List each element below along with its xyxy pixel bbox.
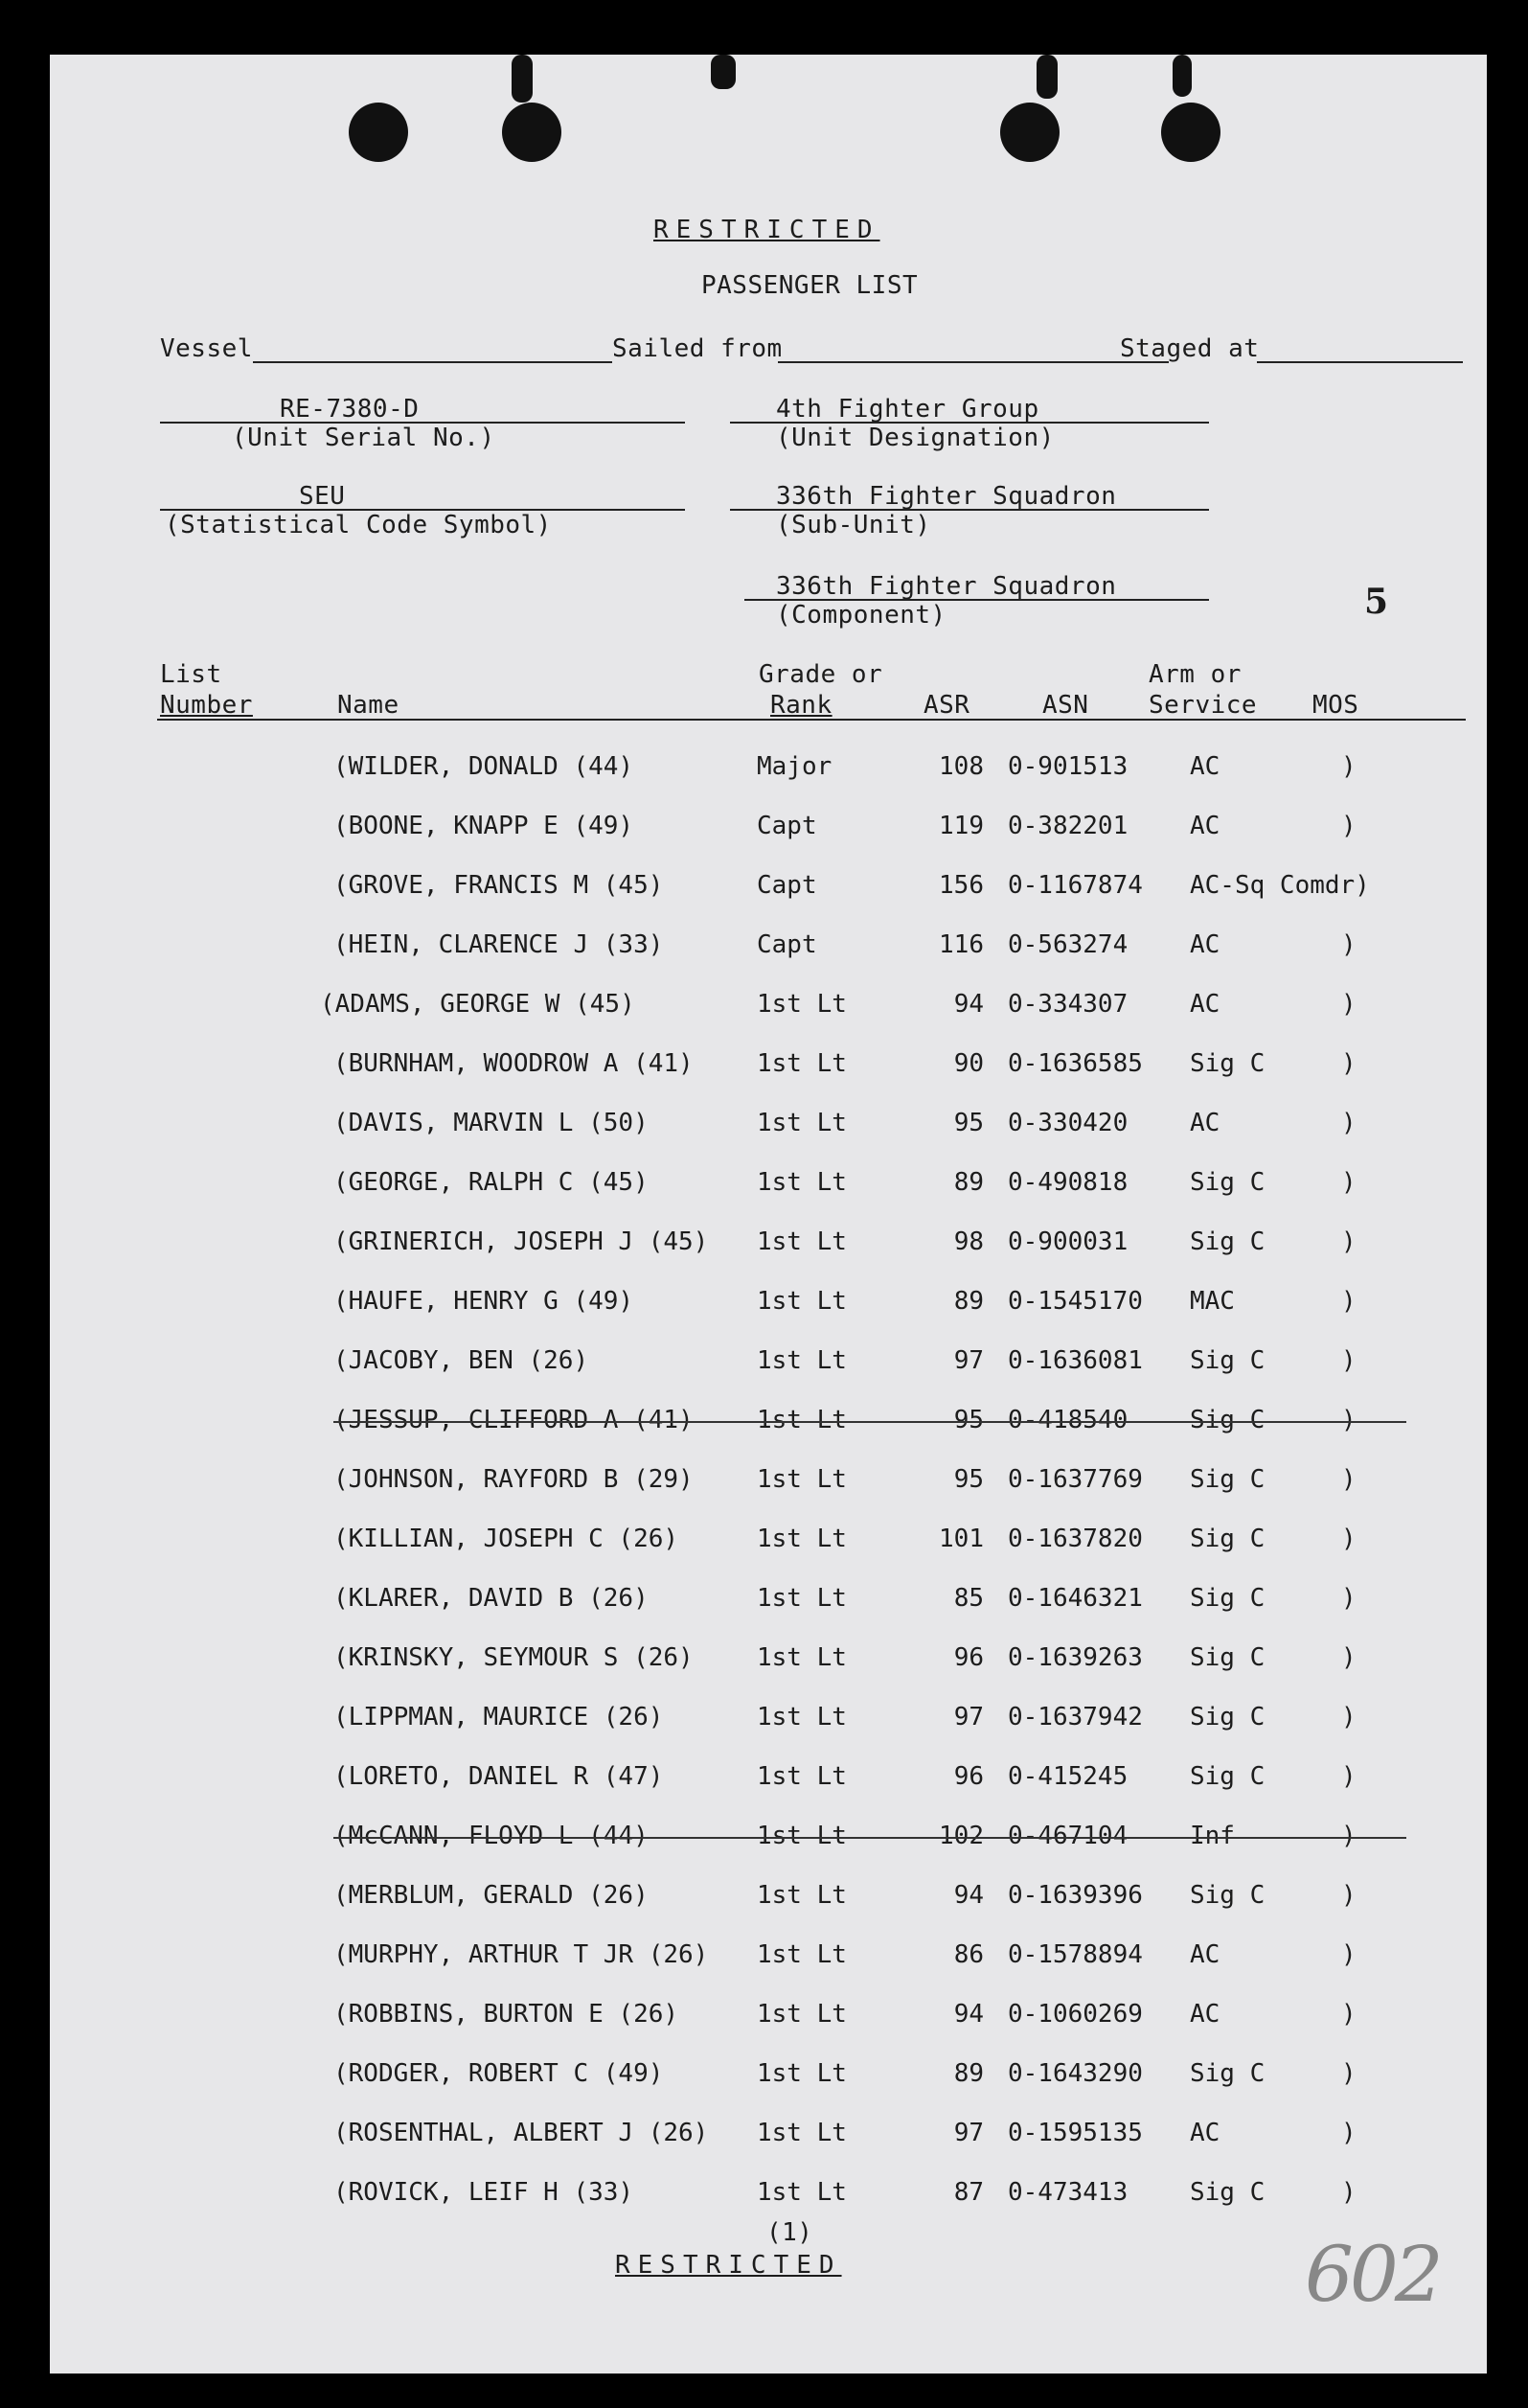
table-row: [50, 1346, 1487, 1385]
passenger-name: (GROVE, FRANCIS M (45): [333, 871, 664, 900]
passenger-mos: ): [1341, 1049, 1357, 1078]
table-row: [50, 2059, 1487, 2098]
passenger-asr: 98: [953, 1227, 984, 1256]
passenger-asr: 101: [939, 1525, 984, 1553]
passenger-grade: 1st Lt: [757, 2059, 847, 2088]
passenger-arm: AC: [1190, 1109, 1220, 1137]
unit-serial-caption: (Unit Serial No.): [232, 424, 495, 452]
passenger-asr: 94: [953, 990, 984, 1019]
document-title: PASSENGER LIST: [701, 271, 919, 300]
passenger-asr: 87: [953, 2178, 984, 2207]
classification-header: RESTRICTED: [653, 216, 880, 244]
passenger-name: (KRINSKY, SEYMOUR S (26): [333, 1643, 694, 1672]
passenger-asr: 102: [939, 1822, 984, 1850]
col-name: Name: [337, 691, 399, 720]
binder-mark: [711, 55, 736, 89]
passenger-mos: ): [1341, 2178, 1357, 2207]
passenger-grade: Capt: [757, 930, 817, 959]
table-row: [50, 2000, 1487, 2038]
table-row-struck: [50, 1406, 1487, 1444]
passenger-name: (MURPHY, ARTHUR T JR (26): [333, 1940, 709, 1969]
passenger-arm: MAC: [1190, 1287, 1235, 1316]
passenger-name: (HAUFE, HENRY G (49): [333, 1287, 634, 1316]
passenger-asr: 96: [953, 1762, 984, 1791]
passenger-mos: ): [1341, 1227, 1357, 1256]
passenger-arm: Sig C: [1190, 2178, 1266, 2207]
table-row: [50, 2178, 1487, 2216]
passenger-arm: Sig C: [1190, 1227, 1266, 1256]
passenger-grade: 1st Lt: [757, 2178, 847, 2207]
passenger-name: (MERBLUM, GERALD (26): [333, 1881, 649, 1910]
passenger-arm: Sig C: [1190, 1049, 1266, 1078]
passenger-asr: 156: [939, 871, 984, 900]
table-row: [50, 1940, 1487, 1979]
col-grade-line1: Grade or: [759, 660, 883, 689]
passenger-name: (HEIN, CLARENCE J (33): [333, 930, 664, 959]
col-grade-line2: Rank: [770, 691, 832, 720]
passenger-mos: ): [1341, 1346, 1357, 1375]
col-asn: ASN: [1042, 691, 1089, 720]
passenger-grade: 1st Lt: [757, 1346, 847, 1375]
table-row: [50, 1109, 1487, 1147]
passenger-mos: ): [1341, 930, 1357, 959]
passenger-arm: Sig C: [1190, 1346, 1266, 1375]
passenger-mos: ): [1341, 1168, 1357, 1197]
table-row: [50, 930, 1487, 969]
passenger-asn: 0-563274: [1008, 930, 1129, 959]
passenger-grade: 1st Lt: [757, 1227, 847, 1256]
passenger-grade: 1st Lt: [757, 1287, 847, 1316]
table-row: [50, 1287, 1487, 1325]
passenger-grade: 1st Lt: [757, 990, 847, 1019]
passenger-asn: 0-1643290: [1008, 2059, 1143, 2088]
passenger-asr: 95: [953, 1406, 984, 1434]
passenger-grade: 1st Lt: [757, 1049, 847, 1078]
passenger-name: (JOHNSON, RAYFORD B (29): [333, 1465, 694, 1494]
col-list-number-line1: List: [160, 660, 222, 689]
passenger-arm: AC: [1190, 1940, 1220, 1969]
stat-code-value: SEU: [299, 482, 346, 511]
passenger-asr: 94: [953, 2000, 984, 2029]
passenger-mos: ): [1341, 1703, 1357, 1731]
vessel-line: [253, 361, 612, 363]
col-arm-line2: Service: [1149, 691, 1258, 720]
passenger-asn: 0-1545170: [1008, 1287, 1143, 1316]
passenger-asr: 95: [953, 1465, 984, 1494]
passenger-grade: 1st Lt: [757, 1703, 847, 1731]
passenger-grade: 1st Lt: [757, 1406, 847, 1434]
passenger-mos: ): [1341, 752, 1357, 781]
passenger-name: (WILDER, DONALD (44): [333, 752, 634, 781]
passenger-name: (ROVICK, LEIF H (33): [333, 2178, 634, 2207]
passenger-grade: 1st Lt: [757, 1168, 847, 1197]
passenger-asr: 85: [953, 1584, 984, 1613]
passenger-mos: ): [1341, 812, 1357, 840]
passenger-arm: Sig C: [1190, 1406, 1266, 1434]
passenger-mos: ): [1341, 1406, 1357, 1434]
sub-unit-value: 336th Fighter Squadron: [776, 482, 1117, 511]
passenger-grade: 1st Lt: [757, 1465, 847, 1494]
passenger-asn: 0-418540: [1008, 1406, 1129, 1434]
passenger-asn: 0-1637820: [1008, 1525, 1143, 1553]
passenger-mos: ): [1341, 1525, 1357, 1553]
col-arm-line1: Arm or: [1149, 660, 1242, 689]
passenger-asr: 97: [953, 1703, 984, 1731]
passenger-asn: 0-473413: [1008, 2178, 1129, 2207]
page-number: 5: [1364, 582, 1389, 622]
footer-page-indicator: (1): [766, 2218, 813, 2247]
passenger-arm: Sig C: [1190, 1465, 1266, 1494]
passenger-asr: 89: [953, 2059, 984, 2088]
vessel-label: Vessel: [160, 334, 253, 363]
passenger-asr: 108: [939, 752, 984, 781]
passenger-asn: 0-900031: [1008, 1227, 1129, 1256]
passenger-name: (RODGER, ROBERT C (49): [333, 2059, 664, 2088]
passenger-grade: 1st Lt: [757, 1643, 847, 1672]
passenger-asn: 0-1646321: [1008, 1584, 1143, 1613]
passenger-arm: AC-Sq Comdr): [1190, 871, 1370, 900]
passenger-asn: 0-490818: [1008, 1168, 1129, 1197]
passenger-name: (JESSUP, CLIFFORD A (41): [333, 1406, 694, 1434]
passenger-asr: 86: [953, 1940, 984, 1969]
strikethrough-line: [333, 1421, 1406, 1423]
unit-designation-caption: (Unit Designation): [776, 424, 1055, 452]
passenger-mos: ): [1341, 1881, 1357, 1910]
handwritten-number: 602: [1305, 2230, 1440, 2319]
passenger-name: (GEORGE, RALPH C (45): [333, 1168, 649, 1197]
passenger-name: (BOONE, KNAPP E (49): [333, 812, 634, 840]
passenger-asn: 0-901513: [1008, 752, 1129, 781]
passenger-asn: 0-1595135: [1008, 2119, 1143, 2147]
passenger-arm: Sig C: [1190, 1168, 1266, 1197]
passenger-name: (LORETO, DANIEL R (47): [333, 1762, 664, 1791]
passenger-mos: ): [1341, 1584, 1357, 1613]
passenger-asn: 0-1636081: [1008, 1346, 1143, 1375]
unit-serial-value: RE-7380-D: [280, 395, 420, 424]
sub-unit-caption: (Sub-Unit): [776, 511, 931, 539]
passenger-name: (KILLIAN, JOSEPH C (26): [333, 1525, 679, 1553]
passenger-arm: Sig C: [1190, 1643, 1266, 1672]
passenger-name: (BURNHAM, WOODROW A (41): [333, 1049, 694, 1078]
passenger-mos: ): [1341, 1643, 1357, 1672]
passenger-asn: 0-1636585: [1008, 1049, 1143, 1078]
stat-code-caption: (Statistical Code Symbol): [165, 511, 552, 539]
passenger-asn: 0-382201: [1008, 812, 1129, 840]
passenger-name: (LIPPMAN, MAURICE (26): [333, 1703, 664, 1731]
col-mos: MOS: [1312, 691, 1359, 720]
passenger-grade: 1st Lt: [757, 1822, 847, 1850]
passenger-mos: ): [1341, 2059, 1357, 2088]
passenger-asr: 97: [953, 2119, 984, 2147]
passenger-name: (ROSENTHAL, ALBERT J (26): [333, 2119, 709, 2147]
passenger-grade: 1st Lt: [757, 2119, 847, 2147]
passenger-asr: 89: [953, 1168, 984, 1197]
passenger-mos: ): [1341, 2119, 1357, 2147]
passenger-mos: ): [1341, 990, 1357, 1019]
col-list-number-line2: Number: [160, 691, 253, 720]
staged-at-line: [1257, 361, 1463, 363]
passenger-name: (DAVIS, MARVIN L (50): [333, 1109, 649, 1137]
table-row: [50, 1525, 1487, 1563]
unit-designation-value: 4th Fighter Group: [776, 395, 1039, 424]
passenger-asr: 97: [953, 1346, 984, 1375]
passenger-arm: Sig C: [1190, 1584, 1266, 1613]
table-row-struck: [50, 1822, 1487, 1860]
table-row: [50, 2119, 1487, 2157]
passenger-arm: AC: [1190, 2119, 1220, 2147]
passenger-arm: Sig C: [1190, 1762, 1266, 1791]
passenger-arm: Inf: [1190, 1822, 1235, 1850]
punch-hole-center-right: [1000, 103, 1060, 162]
passenger-name: (GRINERICH, JOSEPH J (45): [333, 1227, 709, 1256]
table-row: [50, 1584, 1487, 1622]
table-row: [50, 990, 1487, 1028]
component-caption: (Component): [776, 601, 946, 630]
document-sheet: [50, 55, 1487, 2374]
passenger-grade: 1st Lt: [757, 1762, 847, 1791]
table-row: [50, 1643, 1487, 1682]
passenger-mos: ): [1341, 1940, 1357, 1969]
col-asr: ASR: [924, 691, 970, 720]
passenger-name: (KLARER, DAVID B (26): [333, 1584, 649, 1613]
table-row: [50, 1703, 1487, 1741]
passenger-grade: 1st Lt: [757, 2000, 847, 2029]
passenger-mos: ): [1341, 1287, 1357, 1316]
passenger-name: (McCANN, FLOYD L (44): [333, 1822, 649, 1850]
passenger-name: (ROBBINS, BURTON E (26): [333, 2000, 679, 2029]
sailed-from-line: [778, 361, 1169, 363]
passenger-grade: 1st Lt: [757, 1940, 847, 1969]
binder-mark: [1037, 55, 1058, 99]
table-row: [50, 1465, 1487, 1503]
binder-mark: [512, 55, 533, 103]
passenger-mos: ): [1341, 1109, 1357, 1137]
table-row: [50, 871, 1487, 909]
passenger-asn: 0-330420: [1008, 1109, 1129, 1137]
passenger-arm: Sig C: [1190, 1525, 1266, 1553]
passenger-arm: AC: [1190, 812, 1220, 840]
passenger-asr: 89: [953, 1287, 984, 1316]
binder-mark: [1173, 55, 1192, 97]
passenger-grade: 1st Lt: [757, 1881, 847, 1910]
passenger-mos: ): [1341, 2000, 1357, 2029]
staged-at-label: Staged at: [1120, 334, 1260, 363]
passenger-arm: Sig C: [1190, 1703, 1266, 1731]
table-row: [50, 752, 1487, 791]
passenger-mos: ): [1341, 1822, 1357, 1850]
passenger-asr: 116: [939, 930, 984, 959]
passenger-arm: AC: [1190, 2000, 1220, 2029]
passenger-asn: 0-415245: [1008, 1762, 1129, 1791]
passenger-asr: 94: [953, 1881, 984, 1910]
punch-hole-left: [349, 103, 408, 162]
table-row: [50, 812, 1487, 850]
classification-footer: RESTRICTED: [615, 2251, 842, 2280]
sailed-from-label: Sailed from: [612, 334, 783, 363]
passenger-arm: AC: [1190, 990, 1220, 1019]
passenger-asr: 119: [939, 812, 984, 840]
strikethrough-line: [333, 1837, 1406, 1839]
passenger-asn: 0-1639396: [1008, 1881, 1143, 1910]
passenger-mos: ): [1341, 1465, 1357, 1494]
table-row: [50, 1049, 1487, 1088]
passenger-arm: Sig C: [1190, 1881, 1266, 1910]
passenger-asn: 0-1167874: [1008, 871, 1143, 900]
passenger-asr: 90: [953, 1049, 984, 1078]
passenger-grade: Capt: [757, 871, 817, 900]
table-row: [50, 1168, 1487, 1206]
passenger-asn: 0-1637769: [1008, 1465, 1143, 1494]
passenger-grade: Major: [757, 752, 832, 781]
passenger-name: (ADAMS, GEORGE W (45): [320, 990, 635, 1019]
passenger-grade: 1st Lt: [757, 1109, 847, 1137]
passenger-grade: Capt: [757, 812, 817, 840]
passenger-grade: 1st Lt: [757, 1584, 847, 1613]
passenger-arm: Sig C: [1190, 2059, 1266, 2088]
passenger-asr: 95: [953, 1109, 984, 1137]
component-value: 336th Fighter Squadron: [776, 572, 1117, 601]
passenger-name: (JACOBY, BEN (26): [333, 1346, 589, 1375]
passenger-asr: 96: [953, 1643, 984, 1672]
passenger-mos: ): [1341, 1762, 1357, 1791]
punch-hole-center-left: [502, 103, 561, 162]
passenger-asn: 0-1578894: [1008, 1940, 1143, 1969]
column-header-rule: [157, 719, 1466, 721]
passenger-asn: 0-467104: [1008, 1822, 1129, 1850]
passenger-grade: 1st Lt: [757, 1525, 847, 1553]
punch-hole-right: [1161, 103, 1220, 162]
passenger-asn: 0-334307: [1008, 990, 1129, 1019]
passenger-asn: 0-1060269: [1008, 2000, 1143, 2029]
passenger-arm: AC: [1190, 752, 1220, 781]
passenger-asn: 0-1639263: [1008, 1643, 1143, 1672]
table-row: [50, 1227, 1487, 1266]
passenger-asn: 0-1637942: [1008, 1703, 1143, 1731]
table-row: [50, 1762, 1487, 1800]
passenger-arm: AC: [1190, 930, 1220, 959]
table-row: [50, 1881, 1487, 1919]
